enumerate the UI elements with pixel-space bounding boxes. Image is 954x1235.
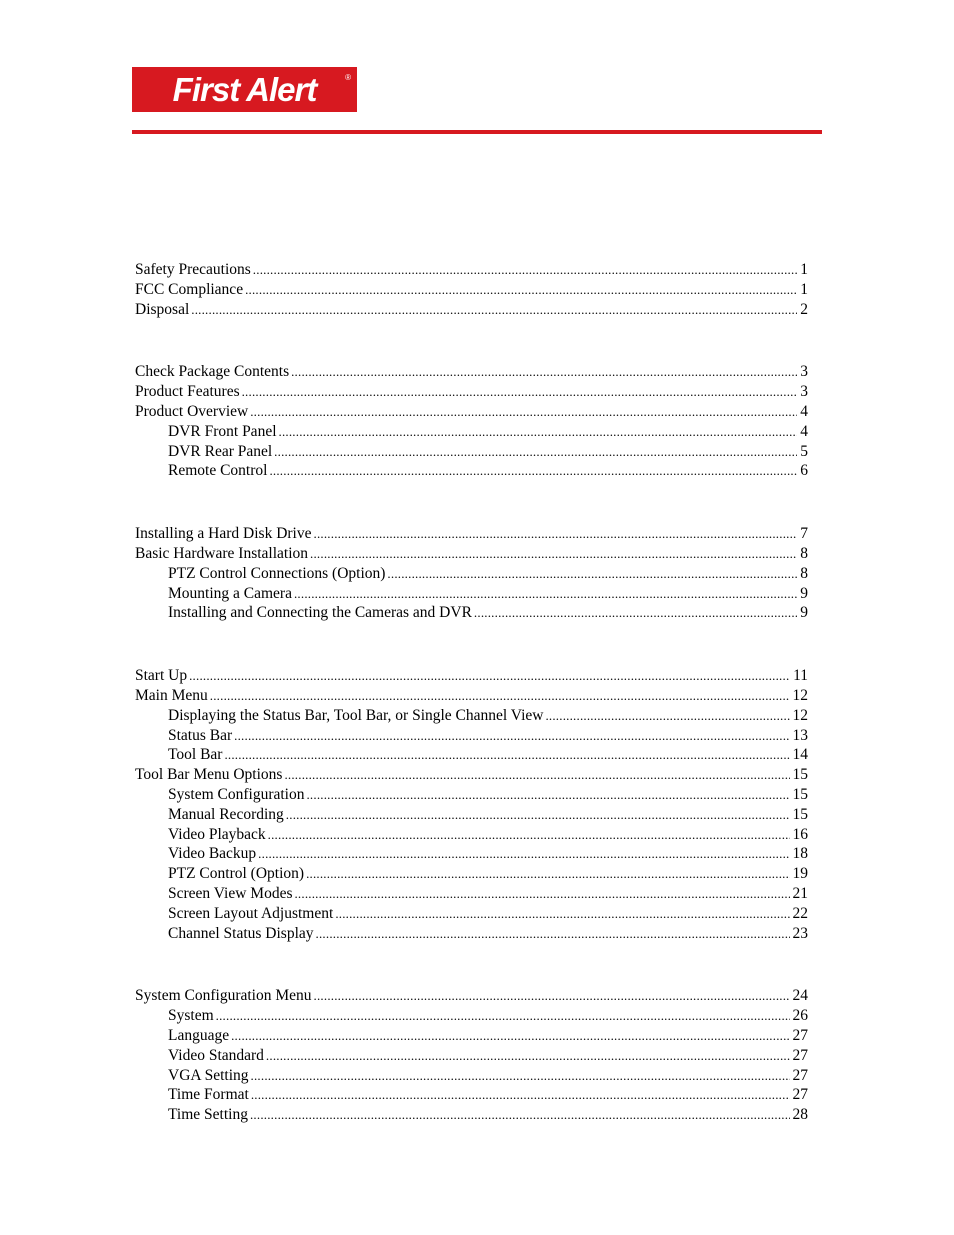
toc-page-number: 14 [792, 746, 808, 764]
toc-page-number: 26 [792, 1007, 808, 1025]
toc-page-number: 23 [792, 924, 808, 942]
toc-subentry[interactable] [135, 745, 808, 765]
toc-subentry[interactable] [135, 706, 808, 726]
toc-entry[interactable] [135, 666, 808, 686]
toc-entry[interactable] [135, 524, 808, 544]
toc-page-number: 11 [793, 667, 808, 685]
toc-page-number: 12 [792, 706, 808, 724]
toc-entry-title: Safety Precautions [135, 261, 251, 278]
toc-entry-title: Disposal [135, 300, 190, 318]
toc-subentry[interactable] [135, 603, 808, 623]
toc-leader-dots [258, 844, 789, 864]
toc-entry[interactable] [135, 686, 808, 706]
toc-page-number: 5 [800, 442, 808, 460]
toc-entry-title: Tool Bar Menu Options [135, 766, 283, 784]
toc-page-number: 12 [792, 686, 808, 704]
toc-entry-title: DVR Rear Panel [168, 442, 273, 460]
toc-leader-dots [387, 564, 797, 584]
toc-leader-dots [251, 1085, 790, 1105]
logo-text: First Alert [172, 71, 317, 108]
toc-subentry[interactable] [135, 564, 808, 584]
toc-page-number: 27 [792, 1026, 808, 1044]
toc-page-number: 1 [800, 261, 808, 278]
toc-page-number: 2 [800, 300, 808, 318]
toc-entry[interactable] [135, 300, 808, 320]
toc-entry-title: Video Playback [168, 825, 266, 843]
toc-leader-dots [335, 904, 789, 924]
toc-entry-title: Mounting a Camera [168, 584, 292, 602]
toc-entry[interactable] [135, 382, 808, 402]
toc-leader-dots [189, 666, 790, 686]
toc-entry-title: Video Standard [168, 1046, 264, 1064]
toc-subentry[interactable] [135, 924, 808, 944]
table-of-contents [135, 260, 808, 1168]
toc-page-number: 24 [792, 987, 808, 1005]
toc-entry-title: Main Menu [135, 686, 208, 704]
toc-entry-title: PTZ Control (Option) [168, 865, 305, 883]
toc-entry-title: Video Backup [168, 845, 257, 863]
toc-page-number: 9 [800, 604, 808, 622]
toc-section [135, 986, 808, 1125]
toc-leader-dots [314, 524, 798, 544]
toc-subentry[interactable] [135, 884, 808, 904]
toc-entry-title: Status Bar [168, 726, 233, 744]
toc-page-number: 7 [800, 525, 808, 543]
toc-leader-dots [266, 1046, 790, 1066]
toc-page-number: 19 [792, 865, 808, 883]
toc-entry-title: Product Overview [135, 402, 249, 420]
toc-entry[interactable] [135, 260, 808, 280]
toc-page-number: 9 [800, 584, 808, 602]
toc-subentry[interactable] [135, 1046, 808, 1066]
toc-entry-title: Tool Bar [168, 746, 223, 764]
toc-subentry[interactable] [135, 825, 808, 845]
toc-page-number: 18 [792, 845, 808, 863]
toc-entry-title: System Configuration [168, 785, 305, 803]
toc-entry-title: Channel Status Display [168, 924, 314, 942]
toc-section [135, 524, 808, 623]
toc-entry[interactable] [135, 402, 808, 422]
toc-leader-dots [231, 1026, 789, 1046]
toc-subentry[interactable] [135, 844, 808, 864]
toc-subentry[interactable] [135, 1085, 808, 1105]
toc-leader-dots [191, 300, 797, 320]
toc-entry-title: Installing a Hard Disk Drive [135, 525, 312, 543]
toc-entry-title: Time Format [168, 1086, 249, 1104]
toc-page-number: 15 [792, 785, 808, 803]
toc-subentry[interactable] [135, 805, 808, 825]
toc-page-number: 27 [792, 1046, 808, 1064]
toc-entry-title: Installing and Connecting the Cameras and DVR [168, 604, 472, 622]
toc-entry-title: Screen Layout Adjustment [168, 904, 334, 922]
toc-entry-title: FCC Compliance [135, 280, 244, 298]
toc-entry-title: Product Features [135, 383, 240, 401]
toc-entry-title: Displaying the Status Bar, Tool Bar, or Single Channel View [168, 706, 544, 724]
toc-leader-dots [216, 1006, 790, 1026]
toc-page-number: 15 [792, 805, 808, 823]
toc-page-number: 15 [792, 766, 808, 784]
toc-page-number: 8 [800, 544, 808, 562]
toc-entry-title: Remote Control [168, 462, 268, 480]
toc-subentry[interactable] [135, 422, 808, 442]
toc-page-number: 16 [792, 825, 808, 843]
toc-subentry[interactable] [135, 785, 808, 805]
toc-page-number: 6 [800, 462, 808, 480]
toc-entry-title: Check Package Contents [135, 363, 290, 381]
toc-leader-dots [306, 785, 789, 805]
toc-subentry[interactable] [135, 726, 808, 746]
toc-leader-dots [294, 584, 797, 604]
toc-leader-dots [316, 924, 790, 944]
toc-subentry[interactable] [135, 1006, 808, 1026]
toc-leader-dots [284, 765, 789, 785]
toc-subentry[interactable] [135, 461, 808, 481]
toc-subentry[interactable] [135, 442, 808, 462]
toc-entry[interactable] [135, 362, 808, 382]
toc-entry-title: Time Setting [168, 1106, 248, 1124]
toc-leader-dots [269, 461, 797, 481]
toc-page-number: 27 [792, 1066, 808, 1084]
toc-page-number: 3 [800, 363, 808, 381]
toc-subentry[interactable] [135, 904, 808, 924]
toc-leader-dots [314, 986, 790, 1006]
toc-leader-dots [279, 422, 798, 442]
toc-page-number: 1 [800, 280, 808, 298]
toc-page-number: 4 [800, 422, 808, 440]
toc-subentry[interactable] [135, 1066, 808, 1086]
toc-leader-dots [310, 544, 797, 564]
toc-page-number: 13 [792, 726, 808, 744]
toc-entry-title: Basic Hardware Installation [135, 544, 309, 562]
toc-entry[interactable] [135, 544, 808, 564]
toc-leader-dots [234, 726, 789, 746]
toc-entry[interactable] [135, 986, 808, 1006]
toc-page-number: 27 [792, 1086, 808, 1104]
toc-leader-dots [286, 805, 790, 825]
toc-page-number: 3 [800, 383, 808, 401]
toc-leader-dots [274, 442, 797, 462]
toc-leader-dots [245, 280, 797, 300]
toc-entry-title: Start Up [135, 667, 188, 685]
first-alert-logo [132, 67, 357, 112]
toc-leader-dots [242, 382, 798, 402]
toc-page-number: 21 [792, 884, 808, 902]
toc-page-number: 22 [792, 904, 808, 922]
toc-entry-title: System [168, 1007, 214, 1025]
toc-leader-dots [250, 402, 797, 422]
toc-leader-dots [250, 1105, 790, 1125]
toc-entry[interactable] [135, 280, 808, 300]
toc-page-number: 28 [792, 1106, 808, 1124]
toc-leader-dots [224, 745, 789, 765]
toc-subentry[interactable] [135, 1105, 808, 1125]
toc-entry-title: Screen View Modes [168, 884, 293, 902]
header-rule [132, 130, 822, 134]
toc-leader-dots [251, 1066, 790, 1086]
toc-leader-dots [545, 706, 789, 726]
toc-page-number: 4 [800, 402, 808, 420]
toc-subentry[interactable] [135, 1026, 808, 1046]
toc-entry-title: VGA Setting [168, 1066, 249, 1084]
toc-leader-dots [294, 884, 789, 904]
toc-section [135, 362, 808, 481]
toc-entry-title: PTZ Control Connections (Option) [168, 564, 386, 582]
toc-leader-dots [291, 362, 797, 382]
toc-entry-title: System Configuration Menu [135, 987, 312, 1005]
toc-leader-dots [253, 260, 797, 280]
toc-section [135, 260, 808, 319]
toc-entry-title: DVR Front Panel [168, 422, 277, 440]
toc-entry-title: Manual Recording [168, 805, 284, 823]
toc-leader-dots [306, 864, 789, 884]
toc-leader-dots [268, 825, 790, 845]
toc-entry-title: Language [168, 1026, 230, 1044]
toc-subentry[interactable] [135, 584, 808, 604]
toc-leader-dots [210, 686, 790, 706]
toc-subentry[interactable] [135, 864, 808, 884]
toc-entry[interactable] [135, 765, 808, 785]
toc-section [135, 666, 808, 943]
logo-registered-mark: ® [345, 73, 351, 82]
toc-page-number: 8 [800, 564, 808, 582]
toc-leader-dots [474, 603, 797, 623]
